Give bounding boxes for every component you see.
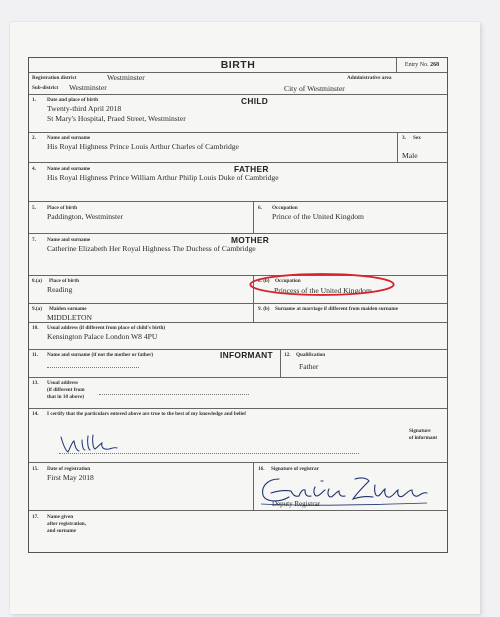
surname-at-marriage-label: Surname at marriage if different from maiden surname	[275, 306, 398, 312]
name-given-label-3: and surname	[47, 528, 76, 534]
mother-occupation-label: Occupation	[275, 278, 301, 284]
field-number: 6.	[258, 205, 262, 211]
entry-label: Entry No.	[404, 62, 429, 68]
field-number: 1.	[32, 97, 36, 103]
registration-district-value: Westminster	[107, 73, 145, 82]
entry-number: 268	[430, 62, 440, 68]
registrar-signature-label: Signature of registrar	[271, 466, 319, 472]
informant-address-label-3: that in 10 above)	[47, 394, 85, 400]
father-occupation-value: Prince of the United Kingdom	[272, 212, 364, 221]
field-number: 13.	[32, 380, 39, 386]
divider	[29, 132, 447, 133]
blank-line	[99, 394, 249, 395]
divider	[29, 72, 447, 73]
maiden-surname-value: MIDDLETON	[47, 313, 92, 322]
father-section-heading: FATHER	[234, 164, 269, 174]
blank-line	[47, 367, 139, 368]
divider	[29, 303, 447, 304]
divider	[253, 303, 254, 322]
child-name-label: Name and surname	[47, 135, 91, 141]
divider	[253, 201, 254, 233]
field-number: 14.	[32, 411, 39, 417]
signature-of-informant-label-2: of informant	[409, 435, 438, 441]
informant-address-label-2: (if different from	[47, 387, 85, 393]
mother-section-heading: MOTHER	[231, 235, 270, 245]
mother-occupation-value: Princess of the United Kingdom	[274, 286, 372, 295]
father-birthplace-label: Place of birth	[47, 205, 77, 211]
father-occupation-label: Occupation	[272, 205, 298, 211]
child-birth-place: St Mary's Hospital, Praed Street, Westminster	[47, 114, 186, 123]
field-number: 8.(a)	[32, 278, 42, 284]
divider	[253, 462, 254, 510]
divider	[29, 377, 447, 378]
field-number: 8. (b)	[258, 278, 270, 284]
mother-birthplace-value: Reading	[47, 285, 73, 294]
maiden-surname-label: Maiden surname	[49, 306, 87, 312]
qualification-label: Qualification	[296, 352, 326, 358]
sex-label: Sex	[413, 135, 421, 141]
mother-name-label: Name and surname	[47, 237, 91, 243]
divider	[29, 162, 447, 163]
divider	[29, 322, 447, 323]
divider	[397, 132, 398, 162]
highlight-oval	[235, 272, 409, 297]
name-given-label-2: after registration,	[47, 521, 86, 527]
field-number: 9. (b)	[258, 306, 270, 312]
birth-certificate-form	[28, 57, 448, 553]
divider	[29, 462, 447, 463]
divider	[280, 349, 281, 377]
registration-date-label: Date of registration	[47, 466, 91, 472]
field-number: 17.	[32, 514, 39, 520]
informant-name-label: Name and surname (if not the mother or father)	[47, 352, 154, 358]
sub-district-value: Westminster	[69, 83, 107, 92]
divider	[29, 408, 447, 409]
father-name-label: Name and surname	[47, 166, 91, 172]
field-number: 11.	[32, 352, 39, 358]
field-number: 4.	[32, 166, 36, 172]
informant-section-heading: INFORMANT	[220, 350, 273, 360]
sub-district-label: Sub-district	[32, 85, 59, 91]
entry-number-box	[396, 58, 447, 72]
father-birthplace-value: Paddington, Westminster	[47, 212, 124, 221]
field-number: 7.	[32, 237, 36, 243]
field-number: 15.	[32, 466, 39, 472]
date-place-of-birth-label: Date and place of birth	[47, 97, 99, 103]
informant-address-label-1: Usual address	[47, 380, 78, 386]
mother-name-value: Catherine Elizabeth Her Royal Highness The Duchess of Cambridge	[47, 244, 256, 253]
field-number: 2.	[32, 135, 36, 141]
signature-of-informant-label-1: Signature	[409, 428, 431, 434]
divider	[29, 94, 447, 95]
qualification-value: Father	[299, 362, 319, 371]
field-number: 9.(a)	[32, 306, 42, 312]
administrative-area-value: City of Westminster	[284, 84, 345, 93]
usual-address-label: Usual address (if different from place of child's birth)	[47, 325, 166, 331]
field-number: 10.	[32, 325, 39, 331]
field-number: 16.	[258, 466, 265, 472]
divider	[29, 233, 447, 234]
child-name-value: His Royal Highness Prince Louis Arthur Charles of Cambridge	[47, 142, 239, 151]
signature-line	[59, 453, 359, 454]
divider	[29, 510, 447, 511]
mother-birthplace-label: Place of birth	[49, 278, 79, 284]
child-sex-value: Male	[402, 151, 418, 160]
divider	[29, 201, 447, 202]
administrative-area-label: Administrative area	[347, 75, 392, 81]
child-section-heading: CHILD	[241, 96, 269, 106]
certification-statement: I certify that the particulars entered above are true to the best of my knowledge and belief	[47, 411, 246, 417]
usual-address-value: Kensington Palace London W8 4PU	[47, 332, 158, 341]
name-given-label-1: Name given	[47, 514, 74, 520]
deputy-registrar-label: Deputy Registrar	[272, 500, 321, 508]
child-birth-date: Twenty-third April 2018	[47, 104, 122, 113]
father-name-value: His Royal Highness Prince William Arthur Philip Louis Duke of Cambridge	[47, 173, 279, 182]
registration-date-value: First May 2018	[47, 473, 94, 482]
certificate-title: BIRTH	[220, 59, 256, 71]
field-number: 3.	[402, 135, 406, 141]
field-number: 5.	[32, 205, 36, 211]
field-number: 12.	[284, 352, 291, 358]
registration-district-label: Registration district	[32, 75, 77, 81]
